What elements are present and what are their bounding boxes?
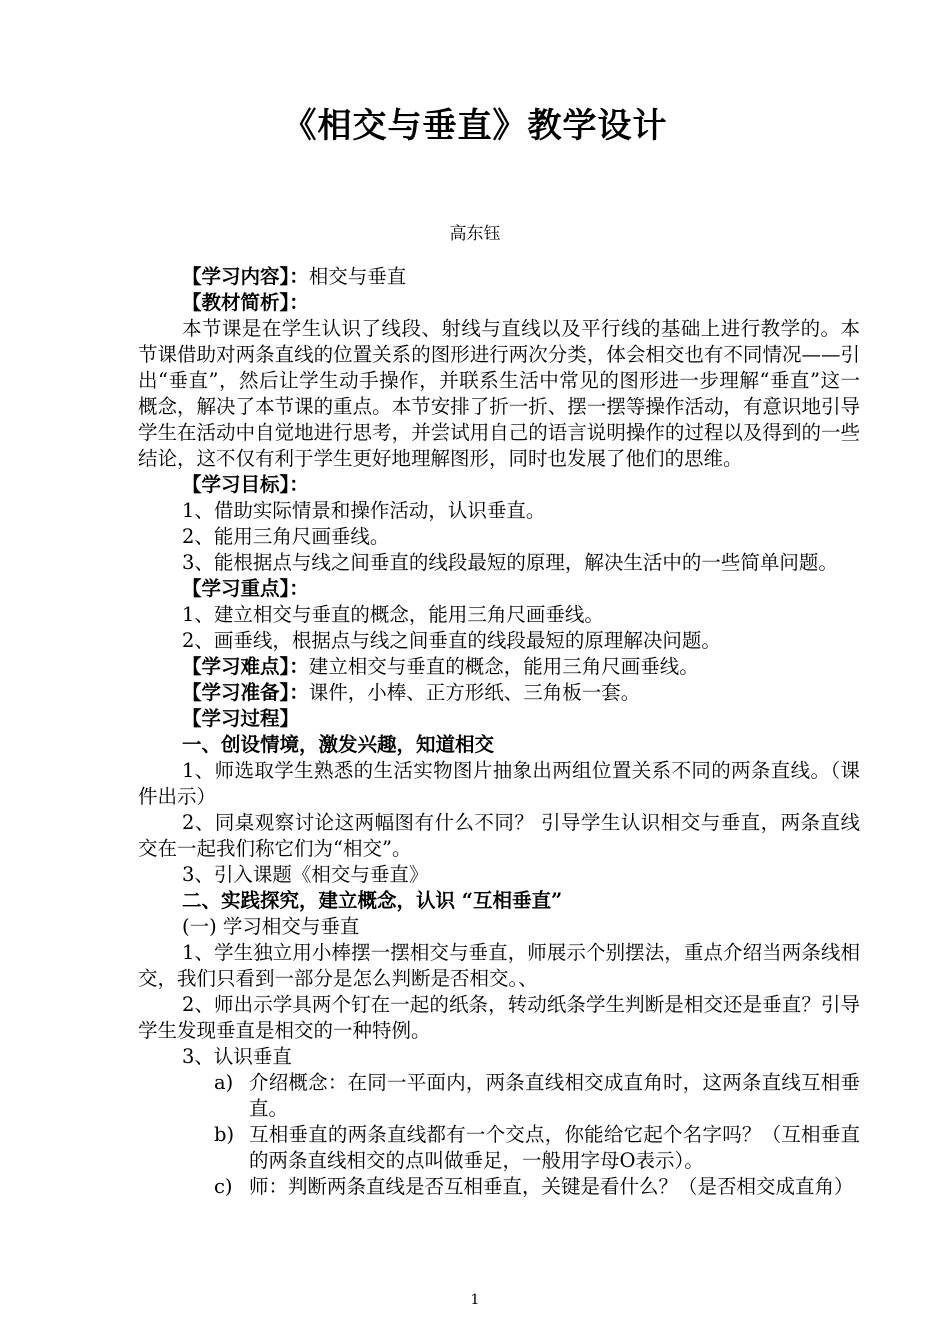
analysis-label: 【教材简析】： <box>182 291 309 314</box>
goal-item: 2、能用三角尺画垂线。 <box>182 525 390 548</box>
concept-sublist <box>138 1070 860 1200</box>
difficulty-line <box>138 654 860 680</box>
section1-item: 3、引入课题《相交与垂直》 <box>182 863 429 886</box>
goal-item: 3、能根据点与线之间垂直的线段最短的原理，解决生活中的一些简单问题。 <box>182 551 838 574</box>
goal-item: 1、借助实际情景和操作活动，认识垂直。 <box>182 499 546 522</box>
content-label: 【学习内容】： <box>182 265 309 288</box>
sublist-item <box>138 1174 860 1200</box>
key-item: 2、画垂线，根据点与线之间垂直的线段最短的原理解决问题。 <box>182 629 721 652</box>
key-label: 【学习重点】： <box>182 577 309 600</box>
goals-label: 【学习目标】： <box>182 473 309 496</box>
sublist-marker: a) <box>214 1071 234 1094</box>
document-body <box>138 264 860 1200</box>
difficulty-value: 建立相交与垂直的概念，能用三角尺画垂线。 <box>308 655 699 678</box>
process-label: 【学习过程】 <box>182 707 300 730</box>
prep-label: 【学习准备】： <box>182 681 309 704</box>
sublist-marker: c) <box>214 1175 233 1198</box>
sublist-text: 互相垂直的两条直线都有一个交点，你能给它起个名字吗？（互相垂直的两条直线相交的点叫做垂足，一般用字母O表示）。 <box>249 1123 860 1172</box>
prep-value: 课件，小棒、正方形纸、三角板一套。 <box>308 681 641 704</box>
section2-heading: 二、实践探究，建立概念，认识 “互相垂直” <box>182 889 563 912</box>
section2-item: 1、学生独立用小棒摆一摆相交与垂直，师展示个别摆法，重点介绍当两条线相交，我们只看到一部分是怎么判断是否相交。、 <box>138 941 860 990</box>
section1-item: 2、同桌观察讨论这两幅图有什么不同？ 引导学生认识相交与垂直，两条直线交在一起我们称它们为“相交”。 <box>138 811 860 860</box>
section2-item: 3、认识垂直 <box>182 1045 292 1068</box>
document-title: 《相交与垂直》教学设计 <box>282 106 668 146</box>
sublist-text: 介绍概念：在同一平面内，两条直线相交成直角时，这两条直线互相垂直。 <box>249 1071 860 1120</box>
section1-heading: 一、创设情境，激发兴趣，知道相交 <box>182 733 495 756</box>
sublist-marker: b) <box>214 1123 235 1146</box>
analysis-paragraph: 本节课是在学生认识了线段、射线与直线以及平行线的基础上进行教学的。本节课借助对两条直线的位置关系的图形进行两次分类，体会相交也有不同情况——引出“垂直”，然后让学生动手操作，并联系生活中常见的图形进一步理解“垂直”这一概念，解决了本节课的重点。本节安排了折一折、摆一摆等操作活动，有意识地引导学生在活动中自觉地进行思考，并尝试用自己的语言说明操作的过程以及得到的一些结论，这不仅有利于学生更好地理解图形，同时也发展了他们的思维。 <box>138 317 860 470</box>
page-number: 1 <box>470 1292 480 1308</box>
difficulty-label: 【学习难点】： <box>182 655 309 678</box>
section2-item: 2、师出示学具两个钉在一起的纸条，转动纸条学生判断是相交还是垂直？引导学生发现垂直是相交的一种特例。 <box>138 993 860 1042</box>
sublist-item <box>138 1122 860 1174</box>
sublist-item <box>138 1070 860 1122</box>
section1-item: 1、师选取学生熟悉的生活实物图片抽象出两组位置关系不同的两条直线。（课件出示） <box>138 759 860 808</box>
key-item: 1、建立相交与垂直的概念，能用三角尺画垂线。 <box>182 603 604 626</box>
author-name: 高东钰 <box>449 224 501 244</box>
content-line <box>138 264 860 290</box>
sublist-text: 师：判断两条直线是否互相垂直，关键是看什么？（是否相交成直角） <box>249 1175 854 1198</box>
prep-line <box>138 680 860 706</box>
section2-subheading: (一) 学习相交与垂直 <box>182 915 360 938</box>
content-value: 相交与垂直 <box>308 265 407 288</box>
